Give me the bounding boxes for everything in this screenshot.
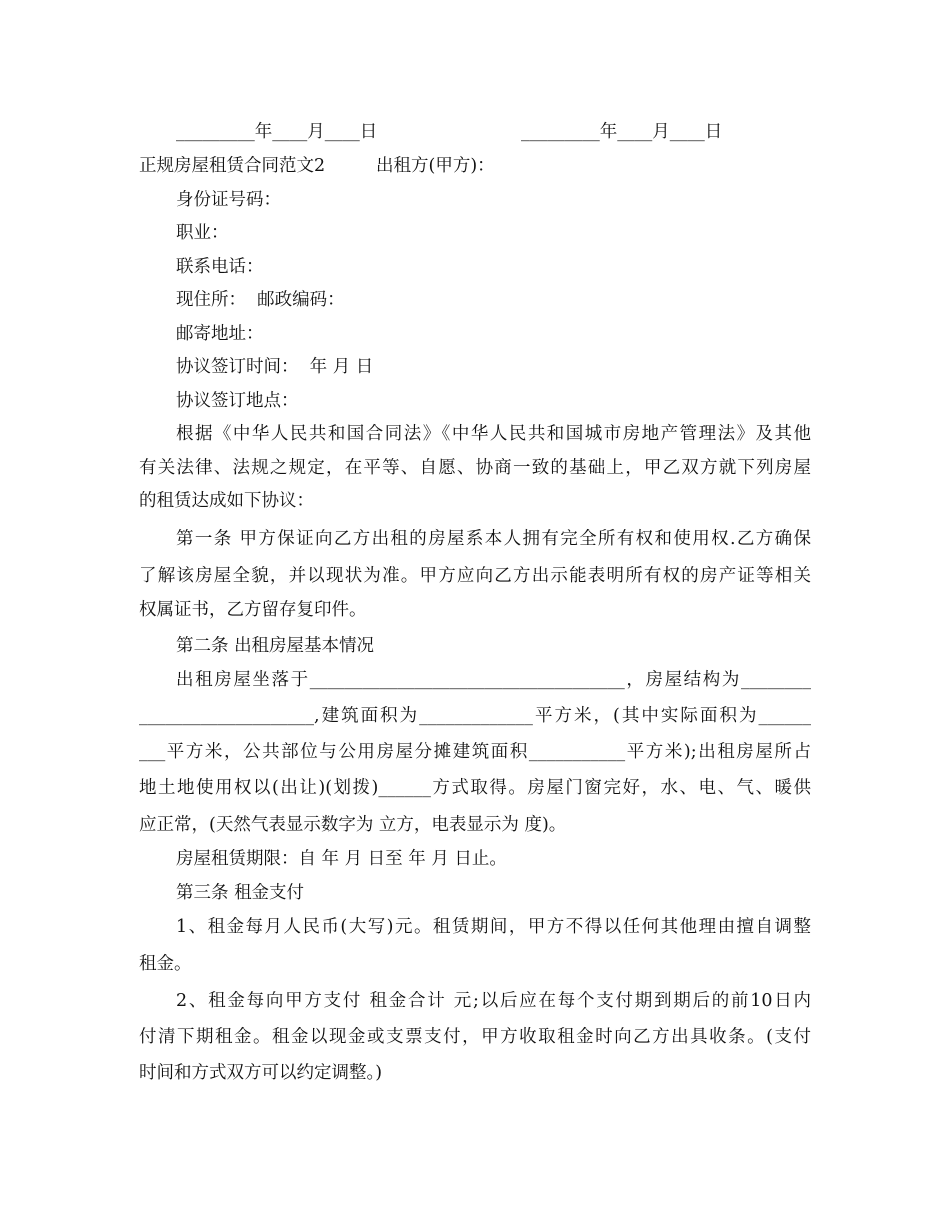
lessor-label: 出租方(甲方)： (376, 156, 495, 176)
article3-item1-line: 1、租金每月人民币(大写)元。租赁期间，甲方不得以任何其他理由擅自调整 (176, 917, 811, 937)
field-occupation: 职业： (176, 223, 229, 243)
article1-line: 第一条 甲方保证向乙方出租的房屋系本人拥有完全所有权和使用权.乙方确保 (176, 529, 811, 549)
article2-line: 出租房屋坐落于____________________________________，房屋结构为________ (176, 670, 811, 690)
intro-line: 的租赁达成如下协议： (139, 491, 314, 511)
article3-item2-line: 2、租金每向甲方支付 租金合计 元;以后应在每个支付期到期后的前10日内 (176, 991, 811, 1011)
article3-title: 第三条 租金支付 (176, 883, 305, 903)
date-blank-left: _________年____月____日 (176, 122, 378, 142)
article2-line: ___平方米，公共部位与公用房屋分摊建筑面积___________平方米);出租房屋所占 (139, 742, 811, 762)
article1-line: 权属证书，乙方留存复印件。 (139, 600, 367, 620)
article3-item2-line: 时间和方式双方可以约定调整。) (139, 1063, 383, 1083)
field-address-postcode: 现住所： 邮政编码： (176, 290, 345, 310)
lease-term: 房屋租赁期限：自 年 月 日至 年 月 日止。 (176, 849, 507, 869)
article1-line: 了解该房屋全貌，并以现状为准。甲方应向乙方出示能表明所有权的房产证等相关 (139, 566, 811, 586)
field-phone: 联系电话： (176, 257, 264, 277)
article2-line: ____________________,建筑面积为_____________平方米，(其中实际面积为______ (139, 706, 811, 726)
intro-line: 有关法律、法规之规定，在平等、自愿、协商一致的基础上，甲乙双方就下列房屋 (139, 458, 811, 478)
document-title: 正规房屋租赁合同范文2 (139, 156, 326, 176)
field-mailing-address: 邮寄地址： (176, 324, 264, 344)
article3-item1-line: 租金。 (139, 954, 192, 974)
field-sign-place: 协议签订地点： (176, 391, 299, 411)
article2-title: 第二条 出租房屋基本情况 (176, 636, 375, 656)
field-id-number: 身份证号码： (176, 190, 281, 210)
date-blank-right: _________年____月____日 (521, 122, 723, 142)
intro-line: 根据《中华人民共和国合同法》《中华人民共和国城市房地产管理法》及其他 (176, 424, 811, 444)
article3-item2-line: 付清下期租金。租金以现金或支票支付，甲方收取租金时向乙方出具收条。(支付 (139, 1027, 811, 1047)
article2-line: 应正常，(天然气表显示数字为 立方，电表显示为 度)。 (139, 815, 567, 835)
article2-line: 地土地使用权以(出让)(划拨)______方式取得。房屋门窗完好，水、电、气、暖供 (139, 778, 811, 798)
field-sign-time: 协议签订时间： 年 月 日 (176, 357, 374, 377)
